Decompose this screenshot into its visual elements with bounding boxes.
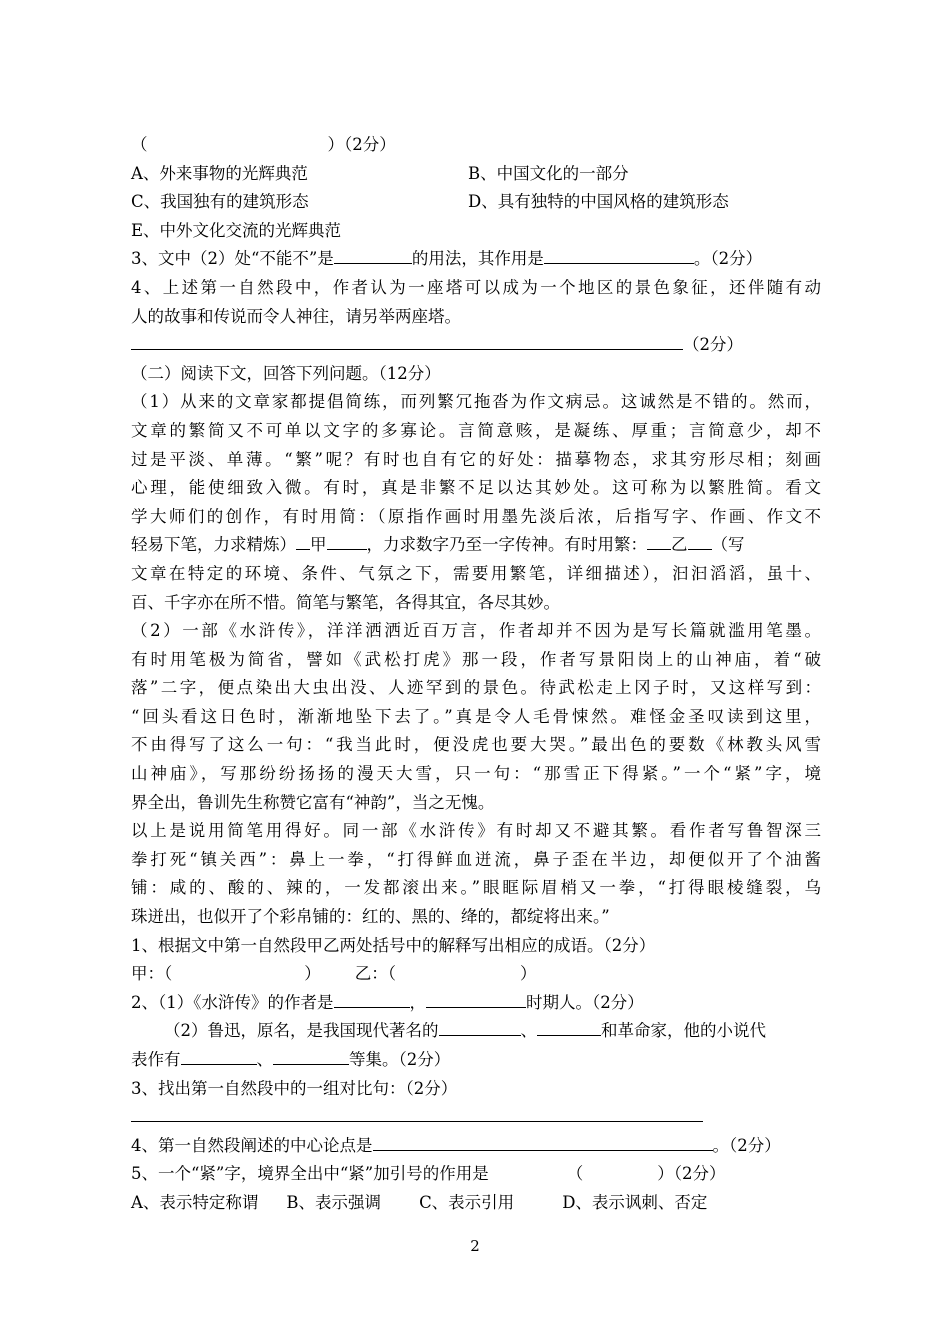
sq1-yi-close: ） (520, 964, 537, 984)
passage-line: 落”二字，便点染出大虫出没、人迹罕到的景色。待武松走上冈子时，又这样写到： (131, 678, 821, 698)
sq4-line (131, 1132, 821, 1161)
passage-line: 百、千字亦在所不惜。简笔与繁笔，各得其宜，各尽其妙。 (131, 592, 560, 612)
passage-line: 过是平淡、单薄。“繁”呢？有时也自有它的好处：描摹物态，求其穷形尽相；刻画 (131, 449, 821, 469)
passage-line: 有时用笔极为简省，譬如《武松打虎》那一段，作者写景阳岗上的山神庙，着“破 (131, 649, 821, 669)
sq5-option-b: B、表示强调 (286, 1192, 382, 1212)
q1-option-a: A、外来事物的光辉典范 (131, 163, 308, 183)
sq2-text: （2）鲁迅，原名，是我国现代著名的 (164, 1021, 439, 1041)
q4-line-2: 人的故事和传说而令人神往，请另举两座塔。 (131, 306, 461, 326)
q3-blank-1[interactable] (334, 245, 412, 264)
sq2-role-blank-2[interactable] (537, 1017, 601, 1036)
passage-text: ，力求数字乃至一字传神。有时用繁： (366, 535, 647, 555)
sq2-text: 2、（1）《水浒传》的作者是 (131, 992, 334, 1012)
sq2-role-blank-1[interactable] (439, 1017, 521, 1036)
sq5-line (131, 1160, 821, 1189)
passage-line: 文章在特定的环境、条件、气氛之下，需要用繁笔，详细描述），汩汩滔滔，虽十、 (131, 563, 821, 583)
sq3-text: 3、找出第一自然段中的一组对比句：（2分） (131, 1078, 458, 1098)
passage-text: （写 (711, 535, 745, 555)
sq2-line-2 (131, 1017, 821, 1046)
sq5-text: 5、一个“紧”字，境界全出中“紧”加引号的作用是 (131, 1164, 489, 1184)
section2-heading: （二）阅读下文，回答下列问题。（12分） (131, 363, 441, 383)
sq2-text: 、 (256, 1050, 273, 1069)
sq1-jia-open: 甲：（ (131, 964, 173, 984)
q1-option-d: D、具有独特的中国风格的建筑形态 (468, 192, 729, 212)
q4-line-1: 4、上述第一自然段中，作者认为一座塔可以成为一个地区的景色象征，还伴随有动 (131, 277, 821, 297)
q3-text-1: 3、文中（2）处“不能不”是 (131, 249, 334, 269)
jia-blank-right[interactable] (327, 531, 367, 550)
passage-line: 心理，能使细致入微。有时，真是非繁不足以达其妙处。这可称为以繁胜简。看文 (131, 478, 821, 498)
page-number: 2 (470, 1237, 480, 1255)
sq2-work-blank-1[interactable] (181, 1046, 257, 1065)
sq4-score: 。（2分） (712, 1135, 781, 1155)
yi-blank-left[interactable] (647, 531, 671, 550)
q1-paren-open: （ (131, 135, 148, 154)
q4-score: （2分） (683, 335, 743, 355)
sq2-text: ， (409, 992, 426, 1012)
passage-line: （1）从来的文章家都提倡简练，而列繁冗拖沓为作文病忌。这诚然是不错的。然而， (131, 392, 821, 412)
sq2-work-blank-2[interactable] (273, 1046, 349, 1065)
yi-blank-right[interactable] (688, 531, 712, 550)
passage-line: 拳打死“镇关西”：鼻上一拳，“打得鲜血迸流，鼻子歪在半边，却便似开了个油酱 (131, 849, 821, 869)
passage-line: 铺：咸的、酸的、辣的，一发都滚出来。”眼眶际眉梢又一拳，“打得眼棱缝裂，乌 (131, 878, 821, 898)
sq2-text: 、 (520, 1021, 537, 1041)
q1-option-e: E、中外文化交流的光辉典范 (131, 220, 342, 240)
page-content (131, 131, 821, 1218)
passage-line: （2）一部《水浒传》，洋洋洒洒近百万言，作者却并不因为是写长篇就滥用笔墨。 (131, 621, 821, 641)
jia-label: 甲 (310, 535, 327, 555)
passage-line: 界全出，鲁训先生称赞它富有“神韵”，当之无愧。 (131, 792, 495, 812)
q1-option-b: B、中国文化的一部分 (468, 163, 629, 183)
sq2-text: 和革命家，他的小说代 (601, 1021, 766, 1041)
sq2-text: 表作有 (131, 1050, 181, 1069)
q1-stem (131, 131, 821, 160)
q1-paren-close: ）（2分） (327, 135, 396, 154)
sq4-text: 4、第一自然段阐述的中心论点是 (131, 1135, 373, 1155)
sq5-option-c: C、表示引用 (419, 1192, 515, 1212)
passage-paragraph-3 (131, 817, 821, 931)
sq2-author-blank[interactable] (334, 989, 410, 1008)
q4-answer-blank[interactable] (131, 331, 683, 350)
q3-text-3: 。（2分） (693, 249, 763, 269)
passage-line: 不由得写了这么一句：“我当此时，便没虎也要大哭。”最出色的要数《林教头风雪 (131, 735, 821, 755)
passage-line-with-blanks (131, 531, 821, 560)
sq1-jia-close: ） (304, 964, 321, 984)
sq5-option-a: A、表示特定称谓 (131, 1192, 259, 1212)
sq3-answer-line (131, 1103, 821, 1132)
passage-line: 学大师们的创作，有时用简：（原指作画时用墨先淡后浓，后指写字、作画、作文不 (131, 506, 821, 526)
q3-line (131, 245, 821, 274)
sq4-answer-blank[interactable] (373, 1132, 713, 1151)
passage-text: 轻易下笔，力求精炼） (131, 535, 296, 555)
q1-options-row1 (131, 160, 821, 189)
passage-line: 以上是说用简笔用得好。同一部《水浒传》有时却又不避其繁。看作者写鲁智深三 (131, 821, 821, 841)
sq2-text: 时期人。（2分） (526, 992, 644, 1012)
q3-text-2: 的用法，其作用是 (411, 249, 544, 269)
sq2-line-1 (131, 989, 821, 1018)
sq2-line-3 (131, 1046, 821, 1075)
sq1-yi-open: 乙：（ (354, 964, 396, 984)
passage-line: “回头看这日色时，渐渐地坠下去了。”真是令人毛骨悚然。难怪金圣叹读到这里， (131, 706, 821, 726)
passage-line: 珠迸出，也似开了个彩帛铺的：红的、黑的、绛的，都绽将出来。” (131, 907, 610, 927)
sq2-text: 等集。（2分） (349, 1050, 451, 1069)
sq3-answer-blank[interactable] (131, 1103, 703, 1122)
sq5-options (131, 1189, 821, 1218)
q1-options-row3 (131, 217, 821, 246)
q4-answer-line (131, 331, 821, 360)
sq1-answers (131, 960, 821, 989)
q1-option-c: C、我国独有的建筑形态 (131, 192, 309, 212)
sq5-option-d: D、表示讽刺、否定 (562, 1192, 708, 1212)
sq1-text: 1、根据文中第一自然段甲乙两处括号中的解释写出相应的成语。（2分） (131, 935, 656, 955)
q1-options-row2 (131, 188, 821, 217)
q3-blank-2[interactable] (544, 245, 694, 264)
sq5-paren-open: （ (566, 1164, 584, 1184)
sq5-paren-close: ）（2分） (657, 1164, 726, 1184)
yi-label: 乙 (671, 535, 688, 555)
passage-paragraph-2 (131, 617, 821, 817)
sq2-era-blank[interactable] (426, 989, 526, 1008)
passage-paragraph-1 (131, 388, 821, 617)
jia-blank-left[interactable] (296, 531, 310, 550)
passage-line: 山神庙》，写那纷纷扬扬的漫天大雪，只一句：“那雪正下得紧。”一个“紧”字，境 (131, 764, 821, 784)
passage-line: 文章的繁简又不可单以文字的多寡论。言简意赅，是凝练、厚重；言简意少，却不 (131, 420, 821, 440)
